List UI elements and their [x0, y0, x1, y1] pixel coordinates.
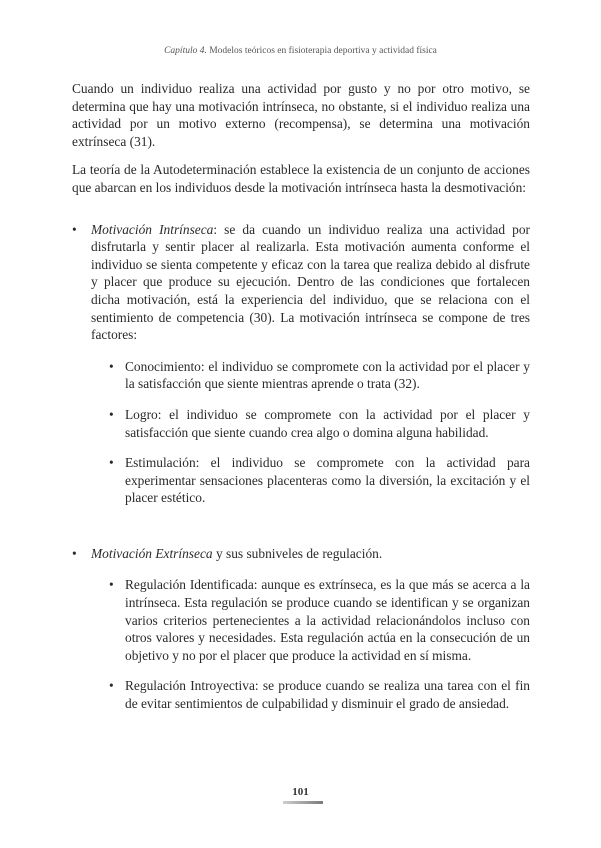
paragraph-intro: Cuando un individuo realiza una actividad por gusto y no por otro motivo, se determina que hay una motivación intrínseca, no obstante, si el individuo realiza una actividad por un motivo externo (recompensa), se determina una motivación extrínseca (31). — [72, 81, 530, 149]
factor-item: • Logro: el individuo se compromete con la actividad por el placer y satisfacción que siente cuando crea algo o domina alguna habilidad. — [91, 406, 530, 441]
running-header — [0, 46, 601, 56]
extrinsic-term: Motivación Extrínseca — [91, 545, 213, 561]
page-number: 101 — [292, 786, 309, 798]
extrinsic-sublevels-list — [91, 576, 530, 712]
page-number-underline — [283, 801, 323, 804]
sublevel-item: • Regulación Introyectiva: se produce cuando se realiza una tarea con el fin de evitar sentimientos de culpabilidad y disminuir el grado de ansiedad. — [91, 677, 530, 712]
sublevel-item: • Regulación Identificada: aunque es extrínseca, es la que más se acerca a la intrínseca. Esta regulación se produce cuando se identifican y se organizan varios criterios pertenecientes a la actividad relacionándolos incluso con otros valores y necesidades. Esta regulación actúa en la consecución de un objetivo y no por el placer que produce la actividad en sí misma. — [91, 576, 530, 664]
intrinsic-text: : se da cuando un individuo realiza una actividad por disfrutarla y sentir placer al realizarla. Esta motivación aumenta conforme el individuo se sienta competente y eficaz con la tarea que realiza debido al disfrute y placer que produce su ejecución. Dentro de las condiciones que fortalecen dicha motivación, está la experiencia del individuo, que se relaciona con el sentimiento de competencia (30). La motivación intrínseca se compone de tres factores: — [91, 221, 530, 343]
header-title: Modelos teóricos en fisioterapia deportiva y actividad física — [209, 46, 437, 56]
factor-item: • Conocimiento: el individuo se compromete con la actividad por el placer y la satisfacción que siente mientras aprende o trata (32). — [91, 358, 530, 393]
extrinsic-text: y sus subniveles de regulación. — [212, 545, 383, 561]
list-item-extrinsic — [72, 545, 530, 713]
paragraph-selfdetermination: La teoría de la Autodeterminación establece la existencia de un conjunto de acciones que abarcan en los individuos desde la motivación intrínseca hasta la desmotivación: — [72, 162, 530, 195]
intrinsic-factors-list — [91, 358, 530, 507]
page-body — [72, 80, 530, 726]
factor-item: • Estimulación: el individuo se compromete con la actividad para experimentar sensaciones placenteras como la diversión, la excitación y el placer estético. — [91, 454, 530, 507]
header-chapter: Capítulo 4. — [164, 46, 207, 56]
intrinsic-term: Motivación Intrínseca — [91, 221, 214, 237]
list-item-intrinsic — [72, 221, 530, 507]
